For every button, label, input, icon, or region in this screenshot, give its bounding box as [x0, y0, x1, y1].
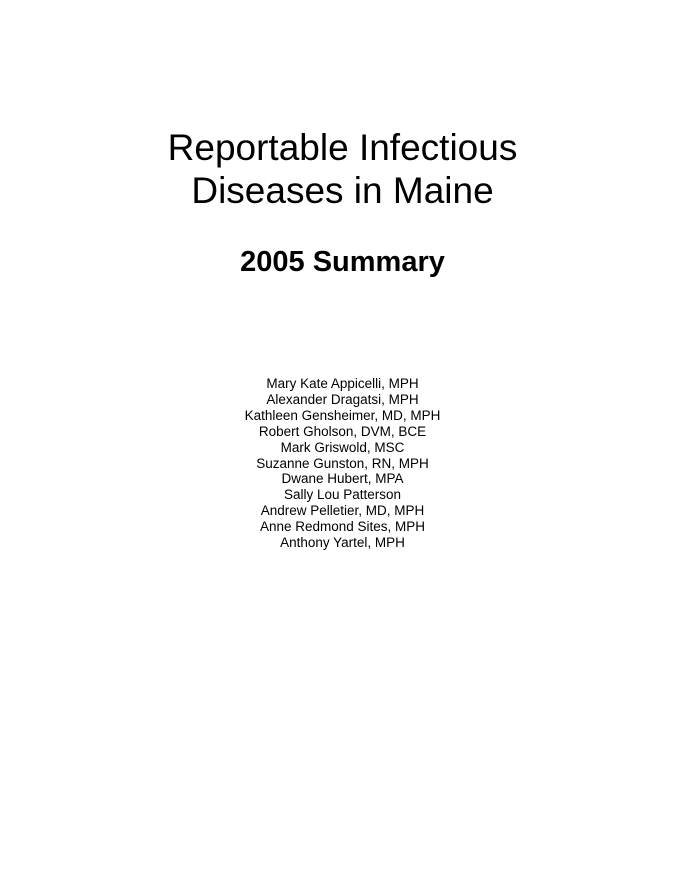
title-line-2: Diseases in Maine — [191, 170, 494, 211]
document-subtitle: 2005 Summary — [240, 246, 445, 278]
author-name: Anne Redmond Sites, MPH — [259, 519, 426, 535]
author-name: Mark Griswold, MSC — [280, 439, 405, 455]
author-name: Dwane Hubert, MPA — [281, 471, 404, 487]
author-name: Robert Gholson, DVM, BCE — [258, 423, 427, 439]
author-name: Alexander Dragatsi, MPH — [266, 391, 419, 407]
author-name: Anthony Yartel, MPH — [280, 535, 405, 551]
author-name: Suzanne Gunston, RN, MPH — [256, 455, 429, 471]
author-name: Andrew Pelletier, MD, MPH — [260, 503, 425, 519]
author-name: Sally Lou Patterson — [283, 487, 402, 503]
title-line-1: Reportable Infectious — [167, 127, 518, 168]
author-name: Mary Kate Appicelli, MPH — [266, 376, 419, 391]
author-list — [0, 376, 685, 551]
author-name: Kathleen Gensheimer, MD, MPH — [244, 407, 441, 423]
document-title — [0, 126, 685, 212]
